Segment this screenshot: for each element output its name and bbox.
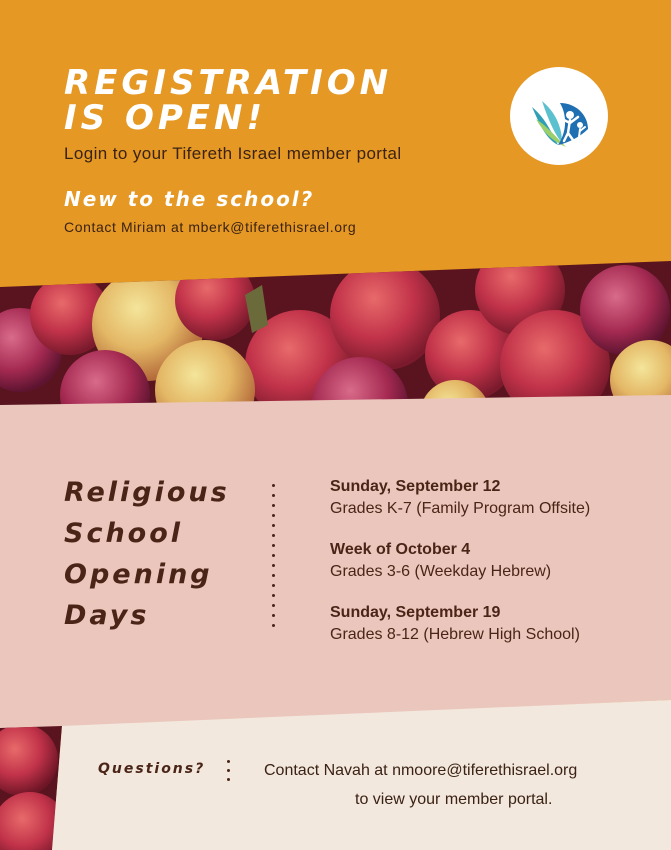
opening-days-heading	[64, 472, 230, 636]
schedule-item	[330, 602, 590, 646]
dotted-divider	[272, 484, 276, 636]
heading-line: School	[64, 518, 184, 549]
title-line-1: REGISTRATION	[64, 63, 393, 103]
heading-line: Days	[64, 600, 150, 631]
schedule-list	[330, 476, 590, 665]
schedule-date: Week of October 4	[330, 541, 471, 558]
new-to-school-heading: New to the school?	[64, 187, 315, 211]
contact-navah-text: Contact Navah at nmoore@tiferethisrael.org	[264, 762, 578, 779]
tifereth-israel-logo-icon	[510, 67, 608, 165]
schedule-item	[330, 476, 590, 520]
member-portal-text: to view your member portal.	[355, 791, 553, 808]
schedule-description: Grades K-7 (Family Program Offsite)	[330, 500, 591, 517]
heading-line: Opening	[64, 559, 213, 590]
schedule-item	[330, 539, 590, 583]
contact-miriam-text: Contact Miriam at mberk@tiferethisrael.org	[64, 219, 357, 235]
schedule-date: Sunday, September 12	[330, 478, 501, 495]
schedule-description: Grades 8-12 (Hebrew High School)	[330, 626, 580, 643]
page-title	[64, 63, 393, 138]
schedule-description: Grades 3-6 (Weekday Hebrew)	[330, 563, 552, 580]
questions-label: Questions?	[98, 761, 206, 777]
title-line-2: IS OPEN!	[64, 98, 266, 138]
schedule-date: Sunday, September 19	[330, 604, 501, 621]
portal-subtitle: Login to your Tifereth Israel member portal	[64, 144, 402, 163]
heading-line: Religious	[64, 477, 230, 508]
questions-divider	[227, 760, 231, 786]
